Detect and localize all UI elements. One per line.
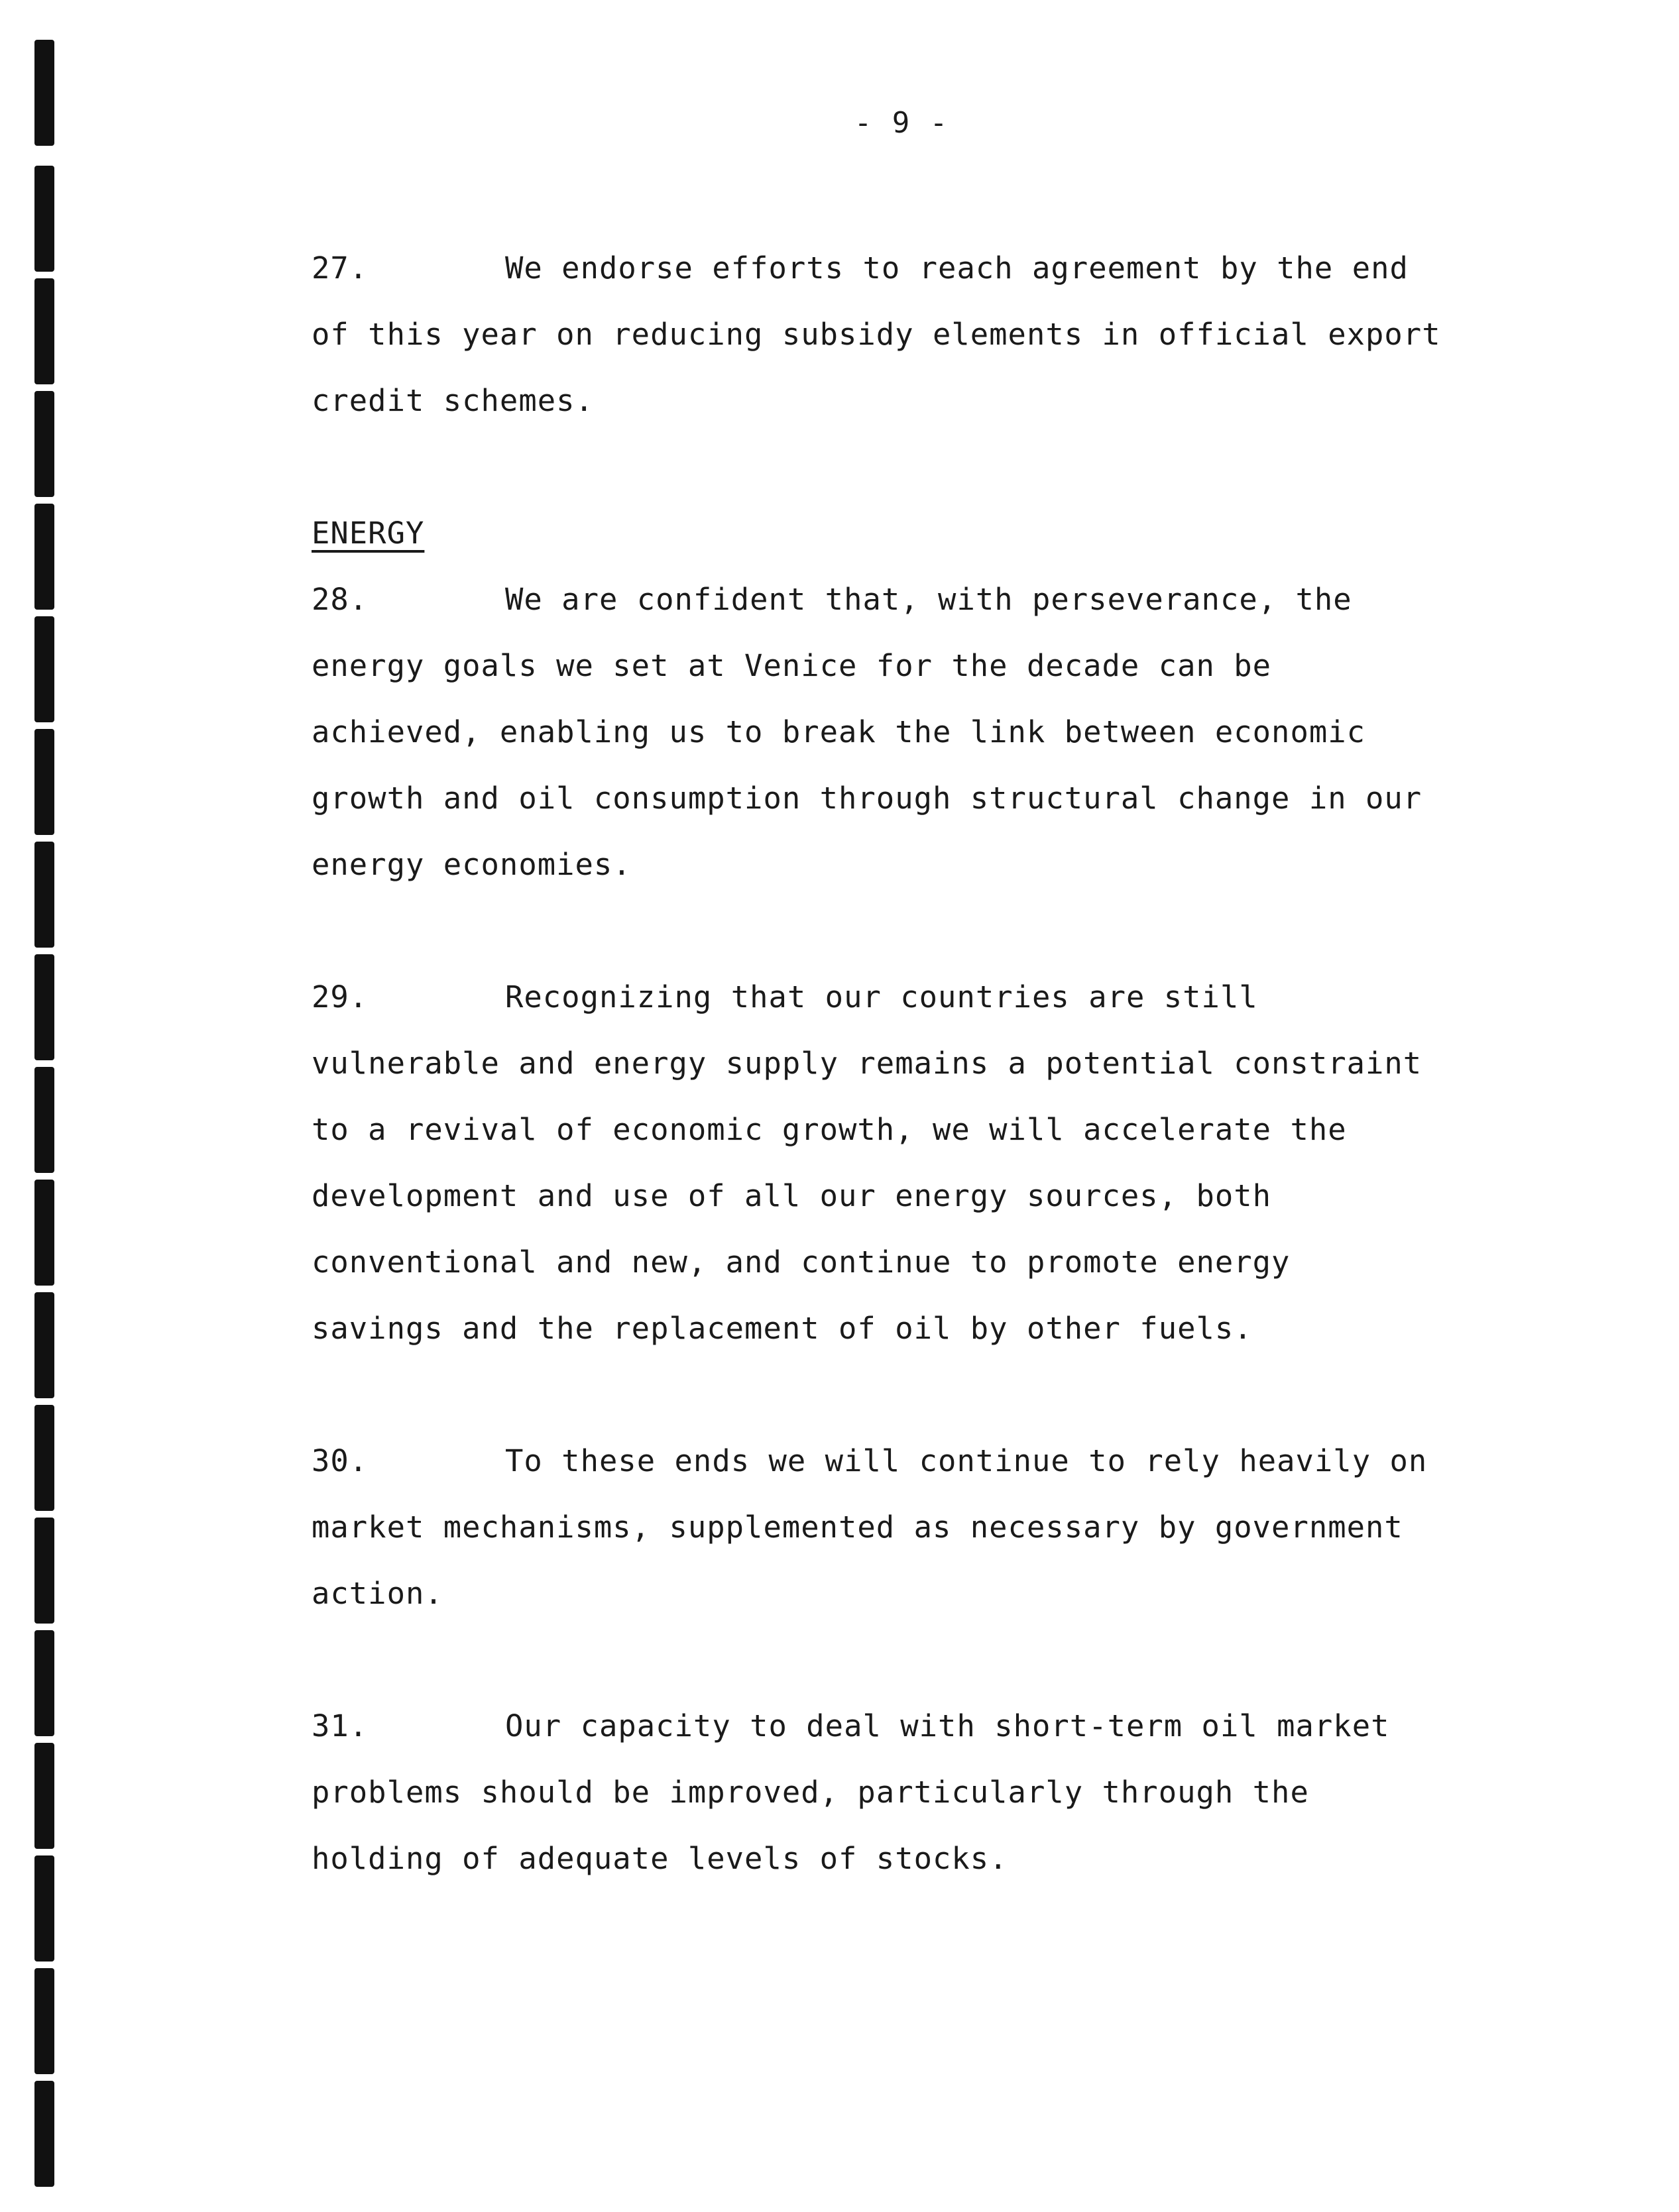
punch-hole xyxy=(34,278,54,384)
punch-hole xyxy=(34,1067,54,1173)
punch-hole xyxy=(34,616,54,722)
binder-punch-strip xyxy=(34,0,54,2212)
punch-hole xyxy=(34,2081,54,2187)
paragraph-line: energy economies. xyxy=(312,847,632,882)
paragraph-text: Our capacity to deal with short-term oil market xyxy=(505,1708,1390,1743)
paragraph-line: development and use of all our energy sources, both xyxy=(312,1178,1272,1213)
paragraph-30 xyxy=(312,1428,1505,1627)
punch-hole xyxy=(34,729,54,835)
punch-hole xyxy=(34,1630,54,1736)
paragraph-line xyxy=(312,1693,1505,1759)
paragraph-line: achieved, enabling us to break the link between economic xyxy=(312,714,1366,749)
paragraph-line: energy goals we set at Venice for the decade can be xyxy=(312,648,1272,683)
paragraph-number: 31. xyxy=(312,1708,369,1743)
paragraph-line: problems should be improved, particularly through the xyxy=(312,1775,1309,1810)
paragraph-31 xyxy=(312,1693,1505,1892)
paragraph-line: savings and the replacement of oil by other fuels. xyxy=(312,1311,1253,1346)
page-number: - 9 - xyxy=(854,106,949,140)
paragraph-line: growth and oil consumption through structural change in our xyxy=(312,781,1422,816)
paragraph-text: To these ends we will continue to rely heavily on xyxy=(505,1443,1428,1478)
paragraph-line: credit schemes. xyxy=(312,383,594,418)
paragraph-28 xyxy=(312,567,1505,898)
punch-hole xyxy=(34,842,54,948)
paragraph-line: vulnerable and energy supply remains a potential constraint xyxy=(312,1046,1422,1081)
paragraph-line: holding of adequate levels of stocks. xyxy=(312,1841,1008,1876)
document-body xyxy=(312,235,1505,1958)
paragraph-line xyxy=(312,235,1505,302)
punch-hole xyxy=(34,1855,54,1962)
punch-hole xyxy=(34,954,54,1060)
punch-hole xyxy=(34,1518,54,1624)
punch-hole xyxy=(34,40,54,146)
punch-hole xyxy=(34,391,54,497)
paragraph-line: to a revival of economic growth, we will accelerate the xyxy=(312,1112,1347,1147)
paragraph-text: We endorse efforts to reach agreement by the end xyxy=(505,250,1409,286)
punch-hole xyxy=(34,1292,54,1398)
paragraph-line xyxy=(312,1428,1505,1494)
paragraph-27 xyxy=(312,235,1505,434)
punch-hole xyxy=(34,504,54,610)
paragraph-text: Recognizing that our countries are still xyxy=(505,979,1258,1015)
punch-hole xyxy=(34,1180,54,1286)
paragraph-number: 28. xyxy=(312,582,369,617)
paragraph-line: action. xyxy=(312,1576,443,1611)
paragraph-number: 30. xyxy=(312,1443,369,1478)
section-heading-wrap xyxy=(312,500,1505,567)
paragraph-line: of this year on reducing subsidy elements in official export xyxy=(312,317,1441,352)
punch-hole xyxy=(34,1968,54,2074)
punch-hole xyxy=(34,1405,54,1511)
punch-hole xyxy=(34,1743,54,1849)
paragraph-number: 27. xyxy=(312,250,369,286)
paragraph-line: market mechanisms, supplemented as necessary by government xyxy=(312,1510,1403,1545)
paragraph-line: conventional and new, and continue to promote energy xyxy=(312,1244,1291,1280)
paragraph-line xyxy=(312,964,1505,1030)
paragraph-line xyxy=(312,567,1505,633)
section-heading: ENERGY xyxy=(312,516,425,551)
paragraph-text: We are confident that, with perseverance, the xyxy=(505,582,1352,617)
paragraph-29 xyxy=(312,964,1505,1362)
paragraph-number: 29. xyxy=(312,979,369,1015)
punch-hole xyxy=(34,166,54,272)
